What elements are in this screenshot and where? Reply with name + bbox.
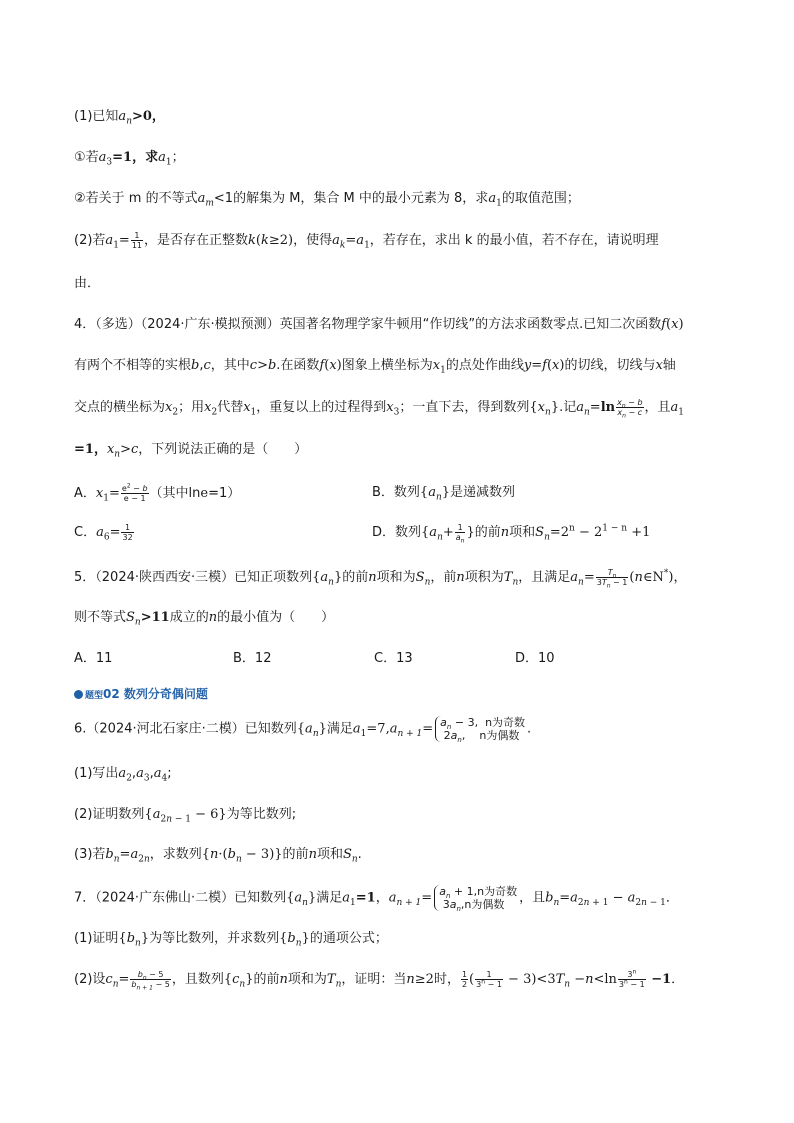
q4-option-d: D．数列{$a_n+$ $\frac{1}{a_n}$ }的前n项和$S_n=2^n - 2^{1 - n} +1$ — [372, 523, 651, 545]
q4-option-a: A．$x_1=$ $\frac{e^2 - b}{e - 1}$ （其中lne=1） — [74, 482, 241, 504]
part2-line-end: 由． — [74, 276, 101, 291]
q7-line1: 7．（2024·广东佛山·二模）已知数列$\{a_n\}$满足$a_1=1$，$a_{n + 1}=$ $a_n + 1,n$为奇数 $3a_n,n$为偶数 ，且$b_n=a_{2n + 1} - a_{2n - 1}$． — [74, 885, 679, 914]
sub1-line: ①若$a_3=1$，求$a_1$； — [74, 150, 185, 168]
q5-line1: 5．（2024·陕西西安·三模）已知正项数列$\{a_n\}$的前n项和为$S_n$，前n项积为$T_n$，且满足$a_n=$ $\frac{T_n}{3T_n - 1}$ (n∈N*)， — [74, 568, 687, 590]
q6-part3: (3)若$b_n=a_{2n}$，求数列$\{n\cdot(b_n - 3)\}$的前n项和$S_n$. — [74, 847, 362, 865]
q4-option-c: C．$a_6=$ $\frac{1}{32}$ — [74, 523, 133, 543]
section-bullet-icon — [74, 690, 83, 699]
q5-option-c: C．13 — [374, 651, 413, 666]
q4-option-b: B．数列$\{a_n\}$是递减数列 — [372, 485, 516, 503]
q4-line4: =1，$x_n>c$，下列说法正确的是（ ） — [74, 442, 308, 460]
q5-option-d: D．10 — [515, 651, 555, 666]
q6-part1: (1)写出$a_2,a_3,a_4$; — [74, 766, 172, 784]
q7-part1: (1)证明$\{b_n\}$为等比数列，并求数列$\{b_n\}$的通项公式； — [74, 931, 388, 949]
part2-line: (2)若$a_1=$ $\frac{1}{11}$ ，是否存在正整数k(k≥2)，使得$a_k=a_1$，若存在，求出 k 的最小值，若不存在，请说明理 — [74, 231, 659, 251]
q7-part2: (2)设$c_n=$ $\frac{b_n - 5}{b_{n + 1} - 5}$ ，且数列$\{c_n\}$的前n项和为$T_n$，证明：当n≥2时， $\frac{1}{2}$ ( $\frac{1}{3^n - 1}$ − $3)<3T_n -n<\ln$ $\frac{3^n}{3^n - 1}$ −1． — [74, 968, 685, 992]
q4-line2: 有两个不相等的实根b,c，其中c>b.在函数f(x)图象上横坐标为$x_1$的点处作曲线y=f(x)的切线，切线与x轴 — [74, 358, 676, 376]
q6-line1: 6.（2024·河北石家庄·二模）已知数列$\{a_n\}$满足$a_1=7,a_{n + 1}=$ $a_n - 3$, n为奇数 $2a_n$, n为偶数 . — [74, 716, 532, 745]
q6-part2: (2)证明数列$\{a_{2n - 1} - 6\}$为等比数列; — [74, 807, 297, 825]
q5-option-a: A．11 — [74, 651, 113, 666]
sub2-line: ②若关于 m 的不等式$a_m<1$的解集为 M，集合 M 中的最小元素为 8，求$a_1$的取值范围； — [74, 191, 580, 209]
q5-option-b: B．12 — [233, 651, 272, 666]
q4-line1: 4．（多选）（2024·广东·模拟预测）英国著名物理学家牛顿用“作切线”的方法求函数零点.已知二次函数f(x) — [74, 317, 684, 332]
section-heading: 题型02 数列分奇偶问题 — [74, 685, 208, 705]
q5-line2: 则不等式$S_n>11$成立的n的最小值为（ ） — [74, 610, 335, 628]
part1-line: (1)已知$a_n>0$， — [74, 109, 165, 127]
q4-line3: 交点的横坐标为$x_2$；用$x_2$代替$x_1$，重复以上的过程得到$x_3$；一直下去，得到数列$\{x_n\}$.记$a_n=\ln$ $\frac{x_n - b}{x_n - c}$ ，且$a_1$ — [74, 398, 685, 420]
